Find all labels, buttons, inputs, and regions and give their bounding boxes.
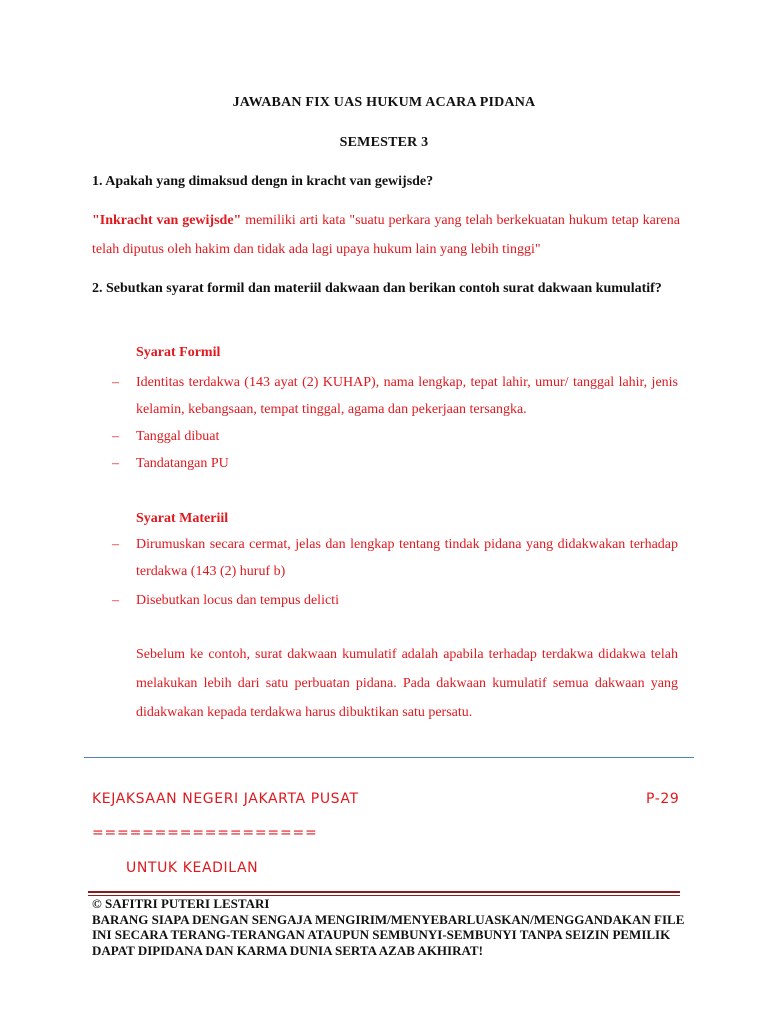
copyright-line: DAPAT DIPIDANA DAN KARMA DUNIA SERTA AZAB AKHIRAT! [92, 942, 483, 958]
formil-item-text: Tanggal dibuat [136, 429, 220, 444]
bullet-dash: – [112, 593, 119, 608]
bullet-dash: – [112, 537, 119, 552]
formil-item-text: Tandatangan PU [136, 456, 229, 471]
question-1: 1. Apakah yang dimaksud dengn in kracht van gewijsde? [92, 174, 434, 189]
formil-heading: Syarat Formil [136, 345, 221, 360]
answer-1-term: "Inkracht van gewijsde" [92, 213, 242, 228]
document-title: JAWABAN FIX UAS HUKUM ACARA PIDANA [232, 95, 536, 110]
copyright-owner: © SAFITRI PUTERI LESTARI [92, 896, 270, 911]
formil-item [112, 369, 678, 423]
bullet-dash: – [112, 375, 119, 390]
formil-item-text: Identitas terdakwa (143 ayat (2) KUHAP), nama lengkap, tepat lahir, umur/ tanggal lahir, jenis kelamin, kebangsaan, tempat tinggal, agama dan pekerjaan tersangka. [136, 375, 678, 417]
materiil-item-text: Disebutkan locus dan tempus delicti [136, 593, 339, 608]
copyright-line: INI SECARA TERANG-TERANGAN ATAUPUN SEMBUNYI-SEMBUNYI TANPA SEIZIN PEMILIK [92, 927, 671, 942]
footer-office: KEJAKSAAN NEGERI JAKARTA PUSAT [92, 791, 359, 807]
materiil-item-text: Dirumuskan secara cermat, jelas dan lengkap tentang tindak pidana yang didakwakan terhadap terdakwa (143 (2) huruf b) [136, 537, 678, 579]
copyright-rule-top [88, 891, 680, 893]
document-subtitle: SEMESTER 3 [339, 135, 429, 150]
answer-1-text: memiliki arti kata "suatu perkara yang telah berkekuatan hukum tetap karena telah diputus oleh hakim dan tidak ada lagi upaya hukum lain yang lebih tinggi" [92, 213, 680, 257]
formil-item [112, 423, 678, 450]
formil-item [112, 450, 678, 477]
footer-motto: UNTUK KEADILAN [126, 860, 259, 876]
bullet-dash: – [112, 456, 119, 471]
footer-page-code: P-29 [646, 791, 680, 807]
materiil-item [112, 587, 678, 614]
copyright-line: BARANG SIAPA DENGAN SENGAJA MENGIRIM/MENYEBARLUASKAN/MENGGANDAKAN FILE [92, 911, 685, 927]
dakwaan-kumulatif-explanation: Sebelum ke contoh, surat dakwaan kumulatif adalah apabila terhadap terdakwa didakwa telah melakukan lebih dari satu perbuatan pidana. Pada dakwaan kumulatif semua dakwaan yang didakwakan kepada terdakwa harus dibuktikan satu persatu. [136, 647, 678, 720]
answer-1 [92, 206, 680, 264]
materiil-heading: Syarat Materiil [136, 511, 229, 526]
bullet-dash: – [112, 429, 119, 444]
footer-separator: ================== [92, 825, 318, 841]
copyright-notice [92, 896, 692, 958]
footer-divider [84, 757, 694, 758]
materiil-item [112, 531, 678, 585]
question-2: 2. Sebutkan syarat formil dan materiil dakwaan dan berikan contoh surat dakwaan kumulatif? [92, 281, 662, 296]
